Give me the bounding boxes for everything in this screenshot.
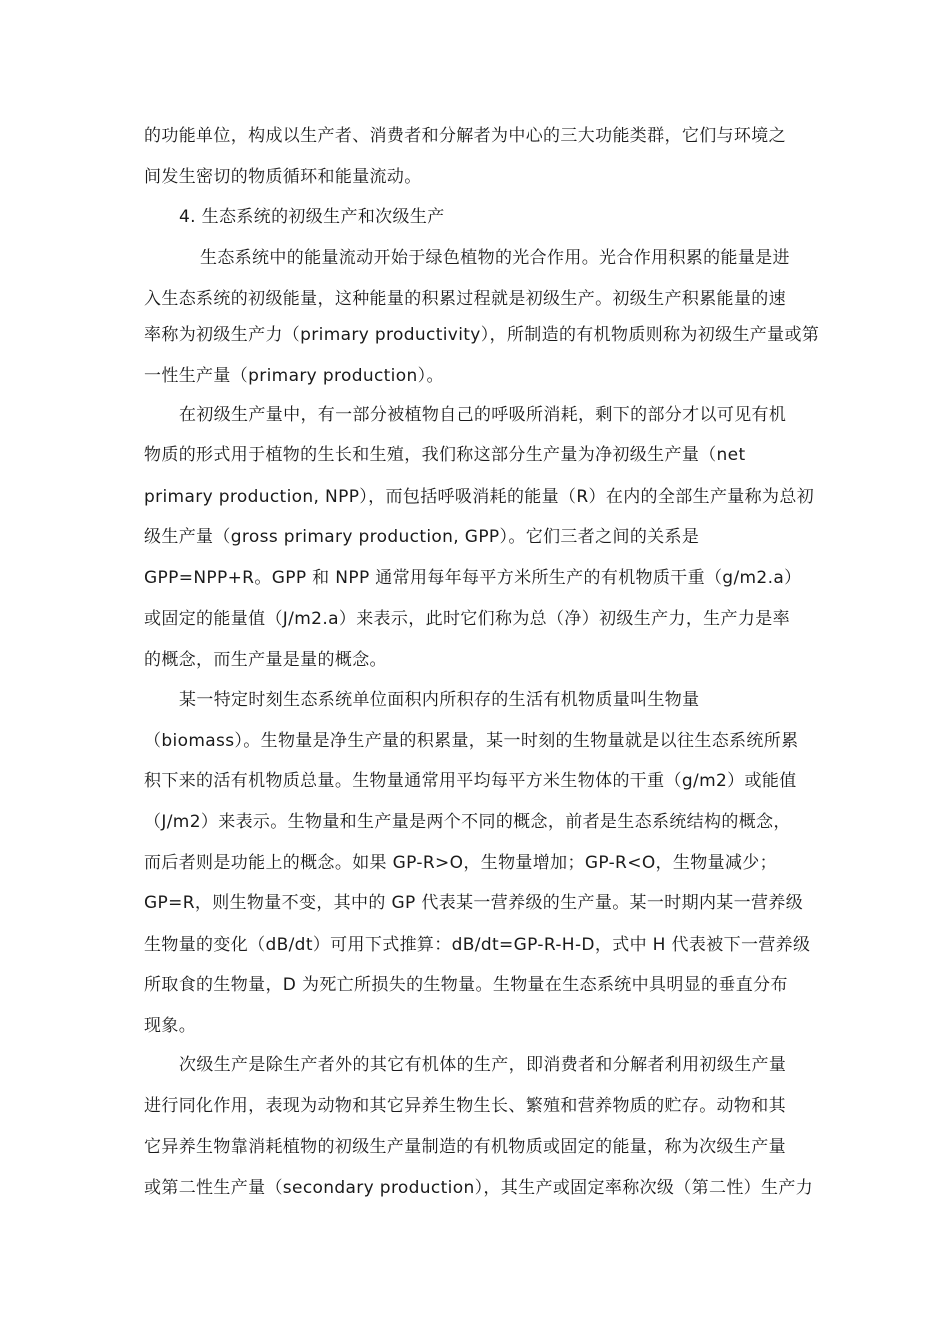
text-line: 在初级生产量中，有一部分被植物自己的呼吸所消耗，剩下的部分才以可见有机	[179, 405, 787, 425]
text-line: 率称为初级生产力（primary productivity），所制造的有机物质则称为初级生产量或第	[144, 325, 820, 345]
text-line: 生物量的变化（dB/dt）可用下式推算：dB/dt=GP-R-H-D，式中 H 代表被下一营养级	[144, 935, 811, 955]
text-line: 某一特定时刻生态系统单位面积内所积存的生活有机物质量叫生物量	[179, 690, 700, 710]
section-heading: 4. 生态系统的初级生产和次级生产	[179, 207, 445, 227]
text-line: 次级生产是除生产者外的其它有机体的生产，即消费者和分解者利用初级生产量	[179, 1055, 787, 1075]
text-line: 它异养生物靠消耗植物的初级生产量制造的有机物质或固定的能量，称为次级生产量	[144, 1137, 786, 1157]
text-line: GP=R，则生物量不变，其中的 GP 代表某一营养级的生产量。某一时期内某一营养级	[144, 893, 804, 913]
text-line: 生态系统中的能量流动开始于绿色植物的光合作用。光合作用积累的能量是进	[200, 248, 790, 268]
text-line: 进行同化作用，表现为动物和其它异养生物生长、繁殖和营养物质的贮存。动物和其	[144, 1096, 786, 1116]
text-line: 的概念，而生产量是量的概念。	[144, 650, 387, 670]
text-line: 的功能单位，构成以生产者、消费者和分解者为中心的三大功能类群，它们与环境之	[144, 126, 786, 146]
text-line: 或固定的能量值（J/m2.a）来表示，此时它们称为总（净）初级生产力，生产力是率	[144, 609, 790, 629]
text-line: 所取食的生物量，D 为死亡所损失的生物量。生物量在生态系统中具明显的垂直分布	[144, 975, 788, 995]
text-line: 级生产量（gross primary production, GPP）。它们三者之间的关系是	[144, 527, 700, 547]
text-line: 间发生密切的物质循环和能量流动。	[144, 167, 422, 187]
text-line: 积下来的活有机物质总量。生物量通常用平均每平方米生物体的干重（g/m2）或能值	[144, 771, 797, 791]
text-line: 物质的形式用于植物的生长和生殖，我们称这部分生产量为净初级生产量（net	[144, 445, 746, 465]
text-line: （J/m2）来表示。生物量和生产量是两个不同的概念，前者是生态系统结构的概念，	[144, 812, 791, 832]
text-line: （biomass）。生物量是净生产量的积累量，某一时刻的生物量就是以往生态系统所累	[144, 731, 799, 751]
text-line: primary production, NPP），而包括呼吸消耗的能量（R）在内的全部生产量称为总初	[144, 487, 815, 507]
text-line: 一性生产量（primary production）。	[144, 366, 444, 386]
text-line: 而后者则是功能上的概念。如果 GP-R>O，生物量增加；GP-R<O，生物量减少；	[144, 853, 777, 873]
text-line: GPP=NPP+R。GPP 和 NPP 通常用每年每平方米所生产的有机物质干重（g/m2.a）	[144, 568, 802, 588]
text-line: 或第二性生产量（secondary production），其生产或固定率称次级（第二性）生产力	[144, 1178, 814, 1198]
text-line: 入生态系统的初级能量，这种能量的积累过程就是初级生产。初级生产积累能量的速	[144, 289, 786, 309]
text-line: 现象。	[144, 1016, 197, 1036]
